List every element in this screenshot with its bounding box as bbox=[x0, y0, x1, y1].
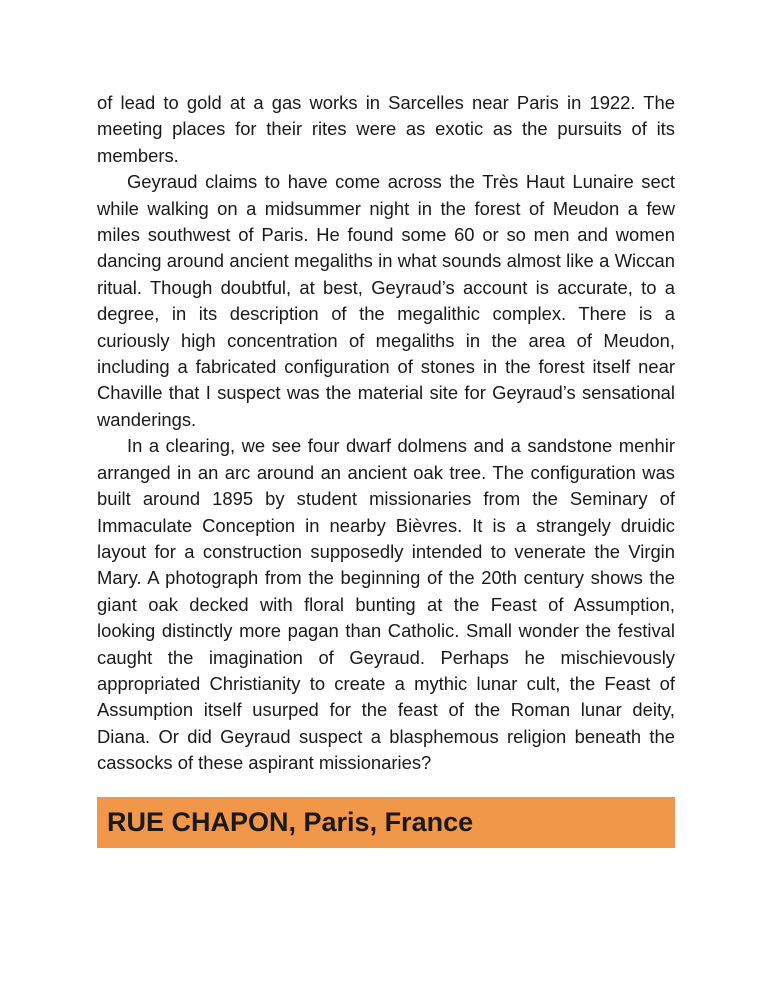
section-heading-banner bbox=[97, 797, 675, 848]
paragraph-continuation: of lead to gold at a gas works in Sarcelles near Paris in 1922. The meeting places for their rites were as exotic as the pursuits of its members. bbox=[97, 92, 675, 166]
section-heading: RUE CHAPON, Paris, France bbox=[107, 807, 474, 837]
page-body bbox=[97, 90, 675, 777]
paragraph-geyraud-sect: Geyraud claims to have come across the Très Haut Lunaire sect while walking on a midsummer night in the forest of Meudon a few miles southwest of Paris. He found some 60 or so men and women dancing around ancient megaliths in what sounds almost like a Wiccan ritual. Though doubtful, at best, Geyraud’s account is accurate, to a degree, in its description of the megalithic complex. There is a curiously high concentration of megaliths in the area of Meudon, including a fabricated configuration of stones in the forest itself near Chaville that I suspect was the material site for Geyraud’s sensational wanderings. bbox=[97, 171, 675, 430]
paragraph-clearing-dolmens: In a clearing, we see four dwarf dolmens and a sandstone menhir arranged in an arc around an ancient oak tree. The configuration was built around 1895 by student missionaries from the Seminary of Immaculate Conception in nearby Bièvres. It is a strangely druidic layout for a construction supposedly intended to venerate the Virgin Mary. A photograph from the beginning of the 20th century shows the giant oak decked with floral bunting at the Feast of Assumption, looking distinctly more pagan than Catholic. Small wonder the festival caught the imagination of Geyraud. Perhaps he mischievously appropriated Christianity to create a mythic lunar cult, the Feast of Assumption itself usurped for the feast of the Roman lunar deity, Diana. Or did Geyraud suspect a blasphemous religion beneath the cassocks of these aspirant missionaries? bbox=[97, 435, 675, 774]
